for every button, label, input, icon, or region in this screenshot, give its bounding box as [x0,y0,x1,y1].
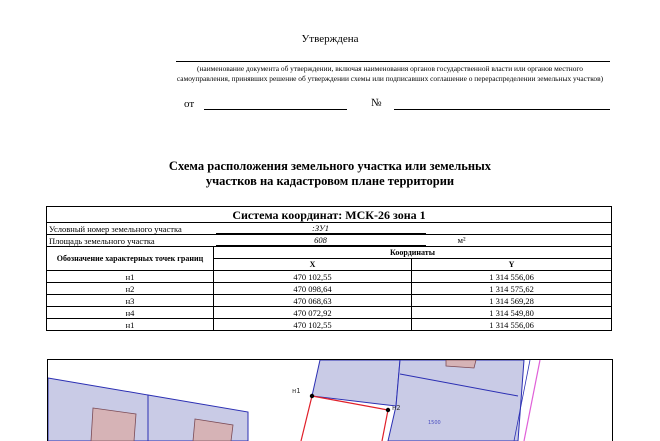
road-line [524,360,540,441]
neighbor-building-1 [91,408,136,441]
point-x: 470 102,55 [214,271,412,283]
point-n1-marker [310,394,314,398]
point-n2-label: н2 [392,404,401,412]
table-row [47,283,612,295]
table-row [47,295,612,307]
point-x: 470 068,63 [214,295,412,307]
point-name: н1 [47,271,214,283]
point-name: н1 [47,319,214,331]
parcel-number-label: 1500 [428,420,441,426]
y-header: Y [412,259,612,271]
area-unit: м² [457,235,466,245]
neighbor-parcel-right [388,360,524,441]
scheme-title-line2: участков на кадастровом плане территории [205,174,455,188]
point-y: 1 314 569,28 [412,295,612,307]
x-header: X [214,259,412,271]
table-row [47,271,612,283]
point-y: 1 314 556,06 [412,319,612,331]
approval-note: (наименование документа об утверждении, включая наименования органов государственной власти или органов местного самоуправления, принявших решение об утверждении схемы или подписавших соглашение о перераспределении земельных участков) [176,64,604,83]
cadastral-map-drawing [48,360,612,441]
coordinates-table [46,206,612,331]
point-y: 1 314 556,06 [412,271,612,283]
point-x: 470 102,55 [214,319,412,331]
points-header: Обозначение характерных точек границ [47,247,214,271]
from-label: от [184,98,195,110]
plot-number-value: :ЗУ1 [216,223,426,234]
approved-label: Утверждена [301,33,359,45]
point-y: 1 314 549,80 [412,307,612,319]
plot-number-label: Условный номер земельного участка [47,223,214,235]
table-row [47,307,612,319]
scheme-title-line1: Схема расположения земельного участка или земельных [168,159,492,173]
number-label: № [371,97,382,109]
coordinate-system: Система координат: МСК-26 зона 1 [47,207,612,223]
area-value: 608 [216,235,426,246]
point-y: 1 314 575,62 [412,283,612,295]
point-name: н2 [47,283,214,295]
point-n1-label: н1 [292,387,301,395]
point-x: 470 072,92 [214,307,412,319]
point-x: 470 098,64 [214,283,412,295]
cadastral-map [47,359,613,441]
point-n2-marker [386,408,390,412]
date-line [204,109,347,110]
number-line [394,109,610,110]
point-name: н3 [47,295,214,307]
table-row [47,319,612,331]
scheme-title [0,159,660,189]
approval-doc-line [176,61,610,62]
area-label: Площадь земельного участка [47,235,214,247]
coords-header: Координаты [214,247,612,259]
point-name: н4 [47,307,214,319]
